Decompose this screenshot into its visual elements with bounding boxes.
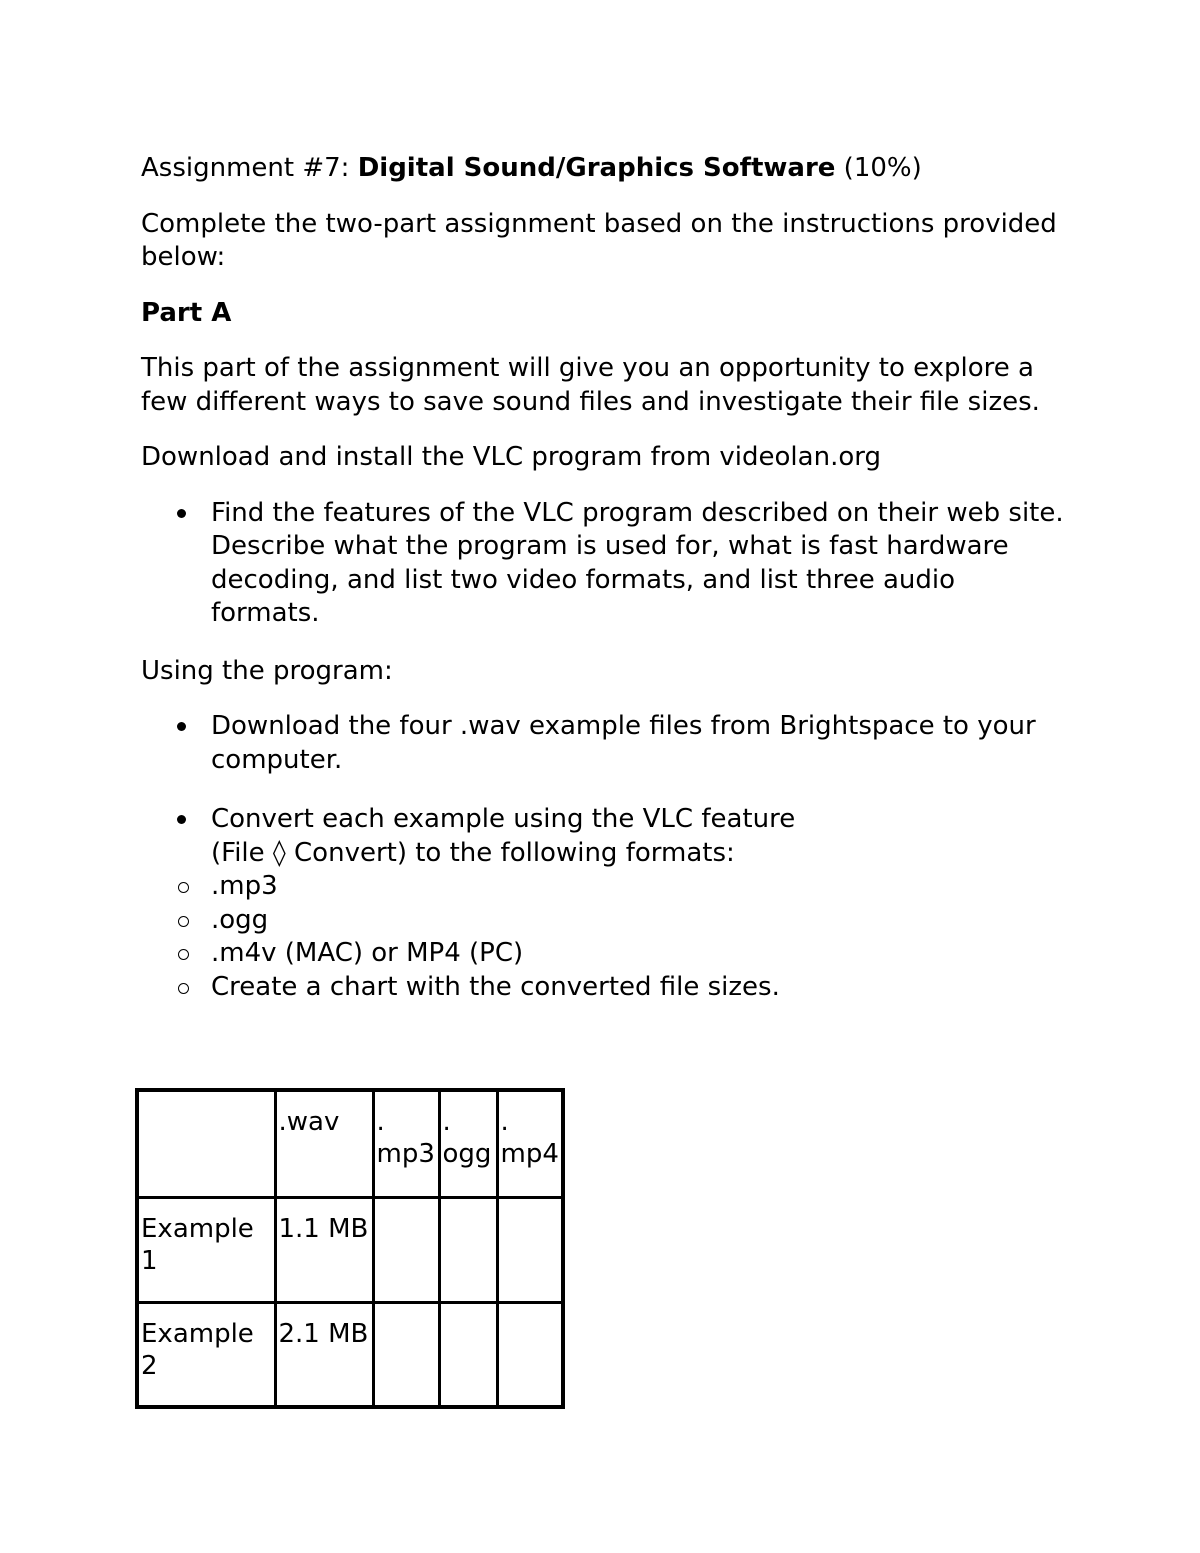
file-size-table xyxy=(135,1088,565,1409)
sub-list-item xyxy=(141,971,1071,1005)
bullet-icon xyxy=(177,509,186,518)
table-cell: 2.1 MB xyxy=(275,1302,373,1407)
title-bold: Digital Sound/Graphics Software xyxy=(357,153,836,183)
table-cell xyxy=(439,1197,497,1302)
bullet-icon xyxy=(177,815,186,824)
bullet-icon xyxy=(177,722,186,731)
table-header-cell xyxy=(137,1090,275,1197)
table-cell xyxy=(497,1197,563,1302)
format-sublist xyxy=(141,870,1071,1004)
download-bullet-text: Download the four .wav example files from Brightspace to your computer. xyxy=(211,711,1036,775)
using-label: Using the program: xyxy=(141,655,393,686)
sub-list-item xyxy=(141,904,1071,938)
table-header-cell: .wav xyxy=(275,1090,373,1197)
table-cell xyxy=(373,1197,439,1302)
table-cell xyxy=(497,1302,563,1407)
sub-item-text: .ogg xyxy=(211,904,269,935)
circle-bullet-icon xyxy=(178,983,189,994)
document-page xyxy=(141,152,1071,1028)
circle-bullet-icon xyxy=(178,916,189,927)
table-cell: Example 2 xyxy=(137,1302,275,1407)
title-suffix: (10%) xyxy=(843,153,922,183)
table-header-cell: . mp3 xyxy=(373,1090,439,1197)
list-item xyxy=(141,803,1071,1004)
list-item xyxy=(141,497,1071,631)
sub-item-text: Create a chart with the converted file sizes. xyxy=(211,971,780,1002)
sub-item-text: .m4v (MAC) or MP4 (PC) xyxy=(211,938,524,968)
convert-bullet-line2: (File ◊ Convert) to the following formats: xyxy=(211,837,735,868)
table-row xyxy=(137,1197,563,1302)
circle-bullet-icon xyxy=(178,949,189,960)
title-prefix: Assignment #7: xyxy=(141,153,358,183)
list-item xyxy=(141,710,1071,777)
steps-list xyxy=(141,710,1071,1004)
table-row xyxy=(137,1302,563,1407)
download-instruction: Download and install the VLC program from videolan.org xyxy=(141,442,881,472)
intro-text: Complete the two-part assignment based on the instructions provided below: xyxy=(141,208,1057,272)
sub-item-text: .mp3 xyxy=(211,871,278,901)
features-list xyxy=(141,497,1071,631)
table-cell xyxy=(439,1302,497,1407)
part-a-description: This part of the assignment will give you an opportunity to explore a few different ways to save sound files and investigate their file sizes. xyxy=(141,353,1040,417)
table-cell: Example 1 xyxy=(137,1197,275,1302)
part-a-heading: Part A xyxy=(141,297,232,328)
assignment-title xyxy=(141,152,1071,186)
table-cell xyxy=(373,1302,439,1407)
circle-bullet-icon xyxy=(178,882,189,893)
sub-list-item xyxy=(141,870,1071,904)
convert-bullet-line1: Convert each example using the VLC feature xyxy=(211,804,796,834)
sub-list-item xyxy=(141,937,1071,971)
table-header-row xyxy=(137,1090,563,1197)
table-cell: 1.1 MB xyxy=(275,1197,373,1302)
table-header-cell: . ogg xyxy=(439,1090,497,1197)
table-header-cell: . mp4 xyxy=(497,1090,563,1197)
features-bullet-text: Find the features of the VLC program described on their web site. Describe what the program is used for, what is fast hardware decoding, and list two video formats, and list three audio formats. xyxy=(211,497,1064,628)
